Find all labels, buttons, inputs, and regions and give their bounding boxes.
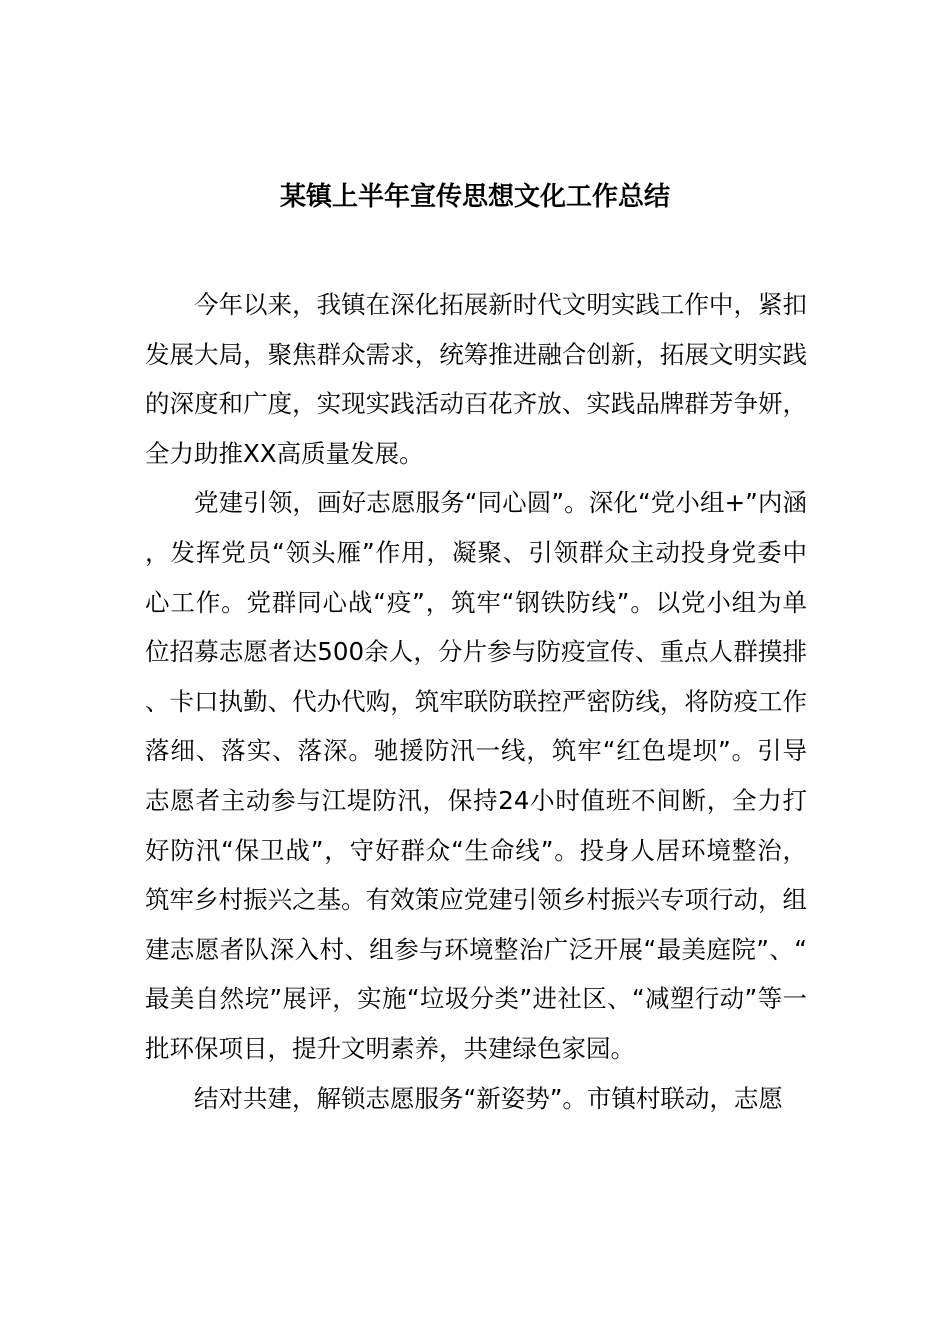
- paragraph-party-building: 党建引领，画好志愿服务“同心圆”。深化“党小组+”内涵，发挥党员“领头雁”作用，凝聚、引领群众主动投身党委中心工作。党群同心战“疫”，筑牢“钢铁防线”。以党小组为单位招募志愿者达500余人，分片参与防疫宣传、重点人群摸排、卡口执勤、代办代购，筑牢联防联控严密防线，将防疫工作落细、落实、落深。驰援防汛一线，筑牢“红色堤坝”。引导志愿者主动参与江堤防汛，保持24小时值班不间断，全力打好防汛“保卫战”，守好群众“生命线”。投身人居环境整治，筑牢乡村振兴之基。有效策应党建引领乡村振兴专项行动，组建志愿者队深入村、组参与环境整治广泛开展“最美庭院”、“最美自然垸”展评，实施“垃圾分类”进社区、“减塑行动”等一批环保项目，提升文明素养，共建绿色家园。: [145, 488, 807, 1063]
- paragraph-pairing: 结对共建，解锁志愿服务“新姿势”。市镇村联动，志愿: [194, 1083, 783, 1113]
- document-body: [145, 280, 807, 1123]
- document-title: 某镇上半年宣传思想文化工作总结: [279, 182, 670, 213]
- paragraph-intro: 今年以来，我镇在深化拓展新时代文明实践工作中，紧扣发展大局，聚焦群众需求，统筹推进融合创新，拓展文明实践的深度和广度，实现实践活动百花齐放、实践品牌群芳争妍，全力助推XX高质量发展。: [145, 290, 807, 468]
